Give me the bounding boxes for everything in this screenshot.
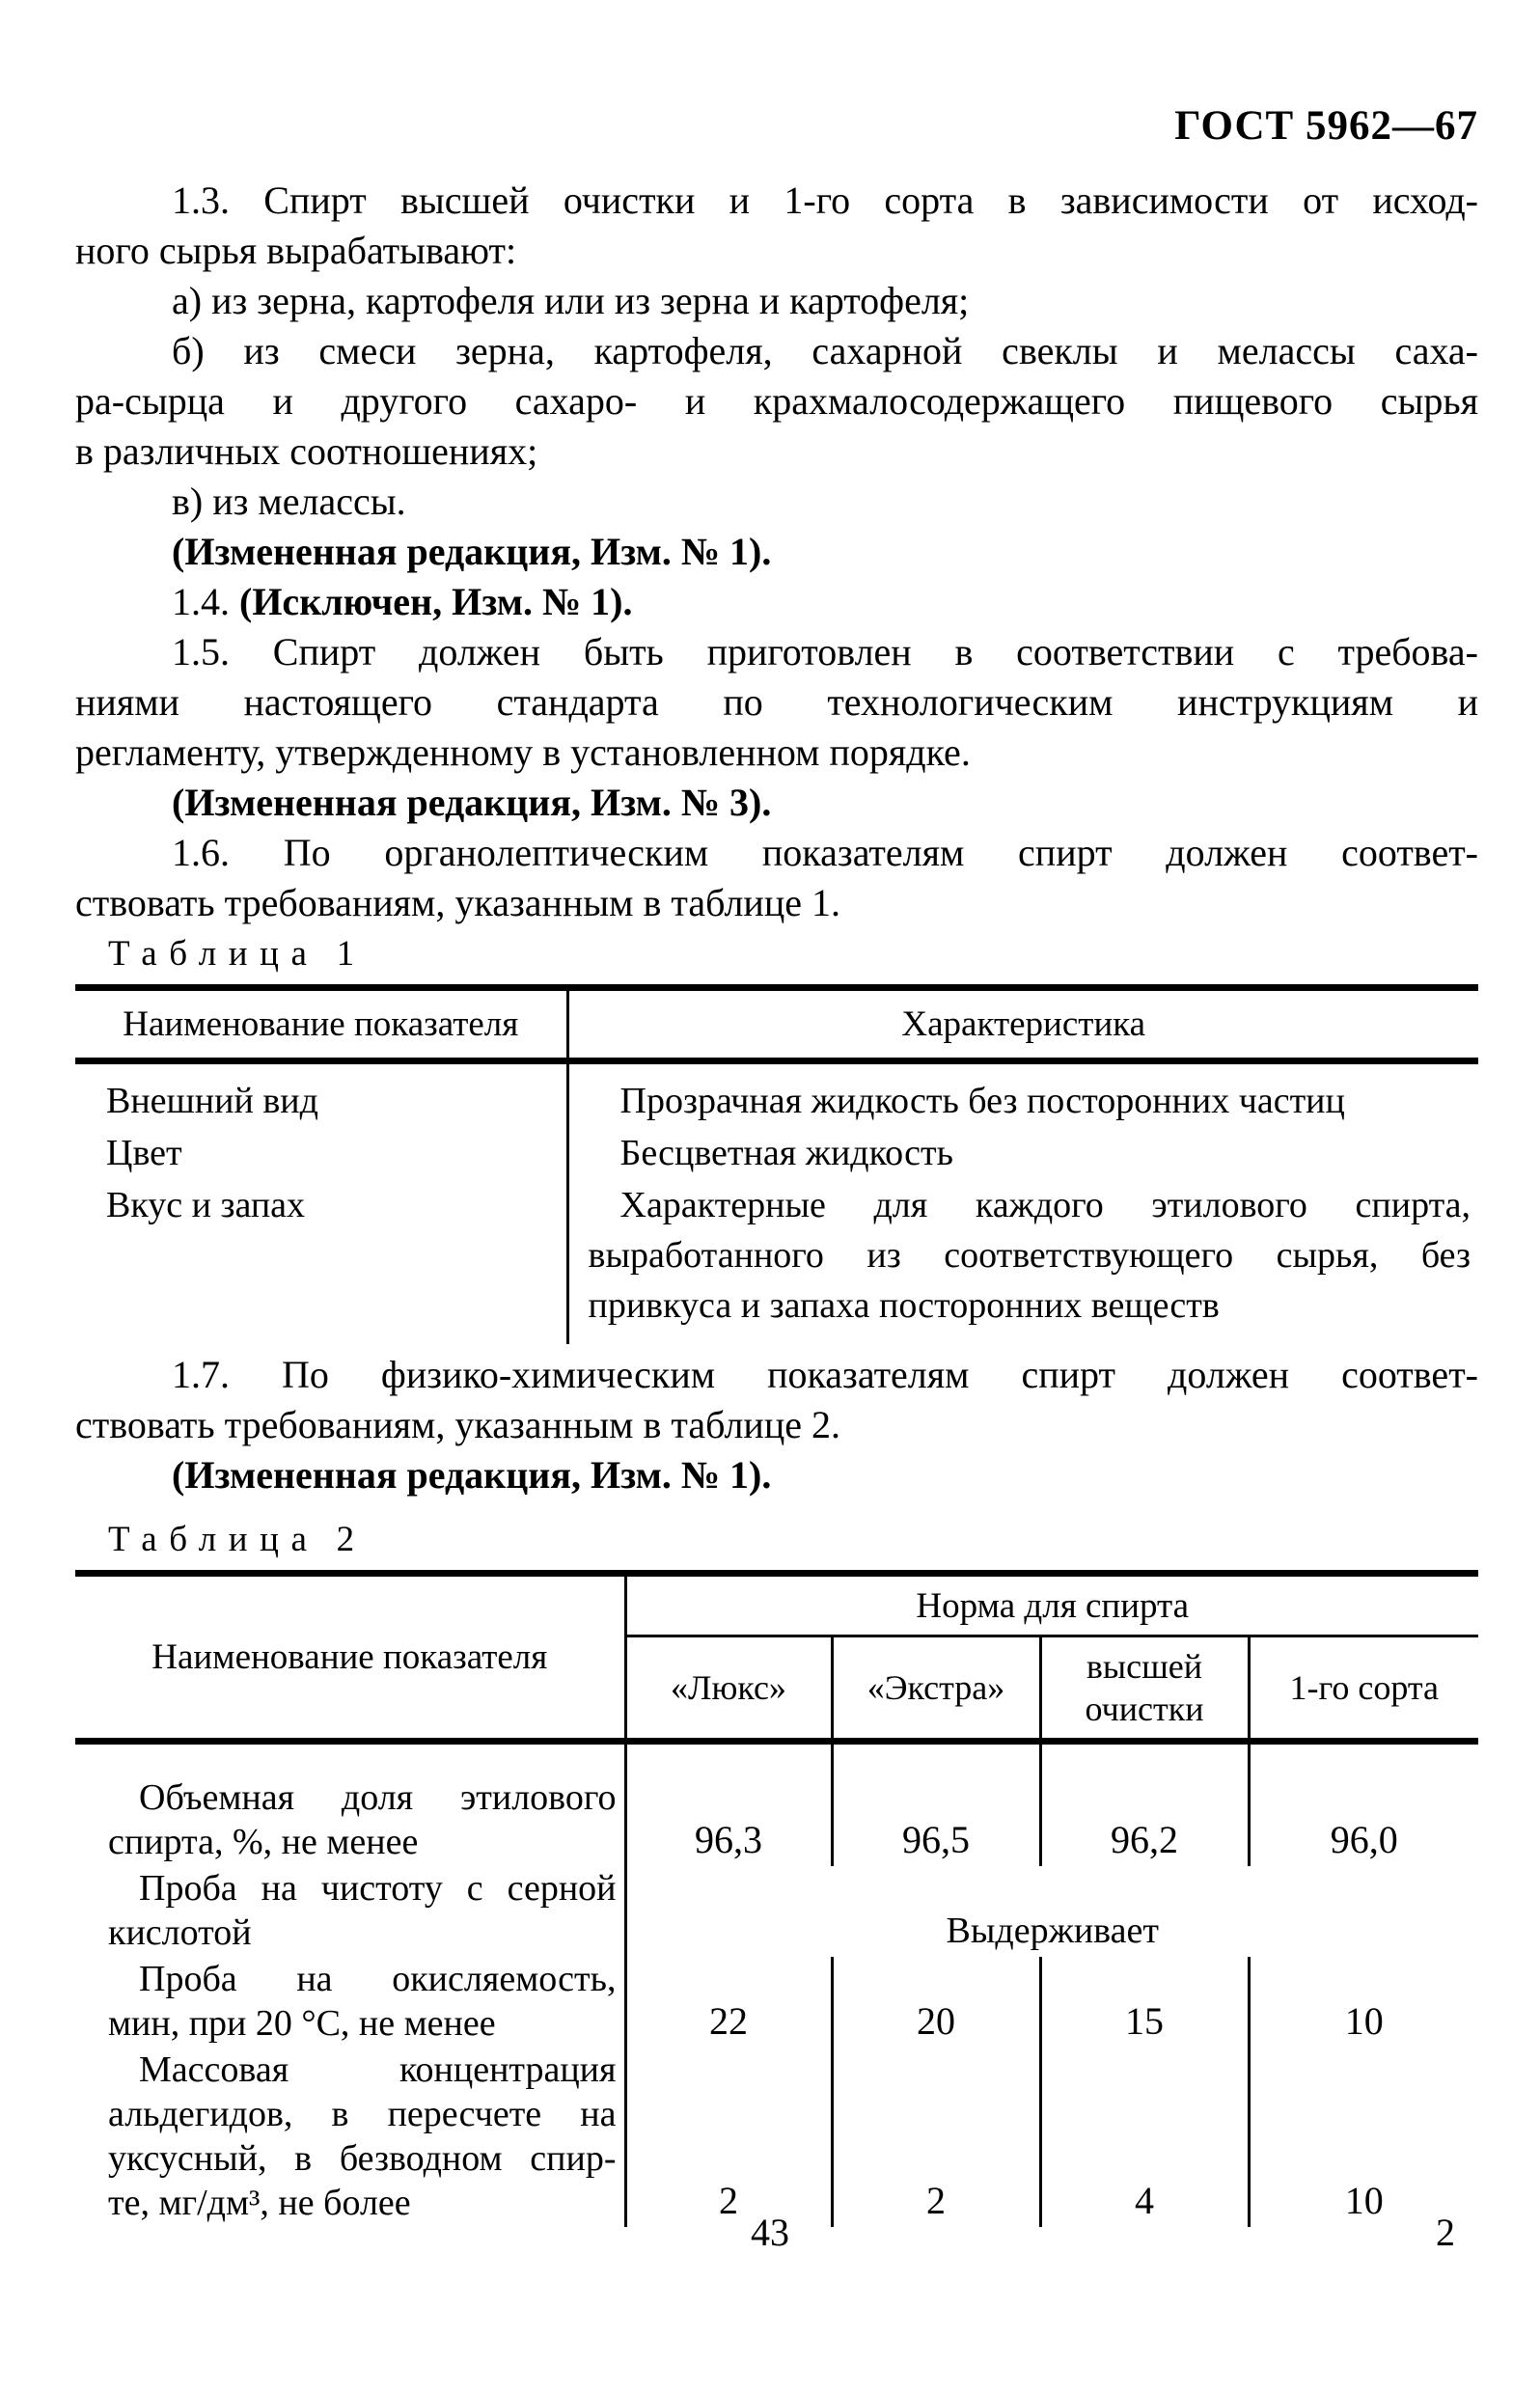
text: регламенту, утвержденному в установленном порядке. xyxy=(75,730,971,774)
table1-caption xyxy=(75,934,1478,975)
text-line xyxy=(106,1076,565,1126)
text-line: 1-го сорта xyxy=(1289,1668,1439,1707)
text-line xyxy=(75,1400,1478,1450)
paragraph xyxy=(75,1450,1478,1500)
text-line: очистки xyxy=(1085,1690,1204,1728)
text: 1.7. По физико-химическим показателям спирт должен соответ- xyxy=(172,1353,1478,1396)
paragraph xyxy=(75,326,1478,477)
text-line xyxy=(108,1911,617,1955)
text: Характерные для каждого этилового спирта, xyxy=(619,1185,1471,1225)
text-line xyxy=(75,627,1478,677)
text-line xyxy=(589,1180,1471,1230)
text: альдегидов, в пересчете на xyxy=(108,2094,617,2134)
indicator-name-cell xyxy=(75,1742,625,1867)
text: спирта, %, не менее xyxy=(108,1822,419,1862)
text-line xyxy=(108,1957,617,2001)
value-cell: 10 xyxy=(1249,2048,1478,2227)
grade-column-header xyxy=(1040,1636,1249,1742)
paragraph xyxy=(75,627,1478,778)
text: Проба на окисляемость, xyxy=(139,1959,617,1999)
indicator-name-cell xyxy=(75,1957,625,2048)
text-line: «Люкс» xyxy=(671,1668,786,1707)
text-line xyxy=(75,326,1478,376)
table1-header-name: Наименование показателя xyxy=(75,988,567,1061)
text: уксусный, в безводном спир- xyxy=(108,2138,617,2179)
sheet-number: 2 xyxy=(1436,2211,1455,2254)
text: те, мг/дм³, не более xyxy=(108,2183,411,2223)
text-line xyxy=(589,1280,1471,1331)
text: Бесцветная жидкость xyxy=(619,1133,953,1173)
text-line xyxy=(75,376,1478,426)
indicator-name-cell xyxy=(75,1061,567,1128)
text: ствовать требованиям, указанным в таблице 2. xyxy=(75,1403,840,1446)
table-2 xyxy=(75,1570,1478,2227)
text-line xyxy=(75,477,1478,527)
text: Объемная доля этилового xyxy=(139,1777,617,1818)
table-row xyxy=(75,1957,1478,2048)
grade-column-header xyxy=(1249,1636,1478,1742)
grade-column-header xyxy=(625,1636,832,1742)
text: а) из зерна, картофеля или из зерна и картофеля; xyxy=(172,279,970,322)
text-line xyxy=(108,2001,617,2046)
merged-value-cell: Выдерживает xyxy=(625,1866,1478,1957)
text-line xyxy=(75,1450,1478,1500)
grade-column-header xyxy=(832,1636,1040,1742)
text: Цвет xyxy=(106,1133,182,1173)
text-line xyxy=(589,1230,1471,1280)
table1-caption-word: Таблица xyxy=(108,934,319,974)
text: 1.6. По органолептическим показателям спирт должен соответ- xyxy=(172,831,1478,874)
paragraph xyxy=(75,828,1478,928)
table-row xyxy=(75,1866,1478,1957)
text: ра-сырца и другого сахаро- и крахмалосодержащего пищевого сырья xyxy=(75,379,1478,423)
paragraph xyxy=(75,1350,1478,1450)
text-line xyxy=(75,577,1478,627)
text-line xyxy=(75,878,1478,928)
paragraph xyxy=(75,778,1478,828)
text-line xyxy=(108,2092,617,2136)
text-line xyxy=(75,226,1478,276)
text-line xyxy=(589,1076,1471,1126)
text: в) из мелассы. xyxy=(172,480,406,523)
table2-caption-word: Таблица xyxy=(108,1520,319,1559)
table-row xyxy=(75,1742,1478,1867)
indicator-name-cell xyxy=(75,1866,625,1957)
characteristic-cell xyxy=(567,1179,1478,1344)
text: 1.5. Спирт должен быть приготовлен в соответствии с требова- xyxy=(172,630,1478,674)
indicator-name-cell xyxy=(75,1179,567,1344)
table-row xyxy=(75,1179,1478,1344)
value-cell: 2 xyxy=(625,2048,832,2227)
paragraph xyxy=(75,577,1478,627)
text: мин, при 20 °С, не менее xyxy=(108,2003,496,2044)
doc-code: ГОСТ 5962—67 xyxy=(1174,103,1478,149)
text: выработанного из соответствующего сырья, без xyxy=(588,1235,1471,1276)
text: ниями настоящего стандарта по технологическим инструкциям и xyxy=(75,680,1478,724)
value-cell: 22 xyxy=(625,1957,832,2048)
text-line xyxy=(75,426,1478,477)
text: Проба на чистоту с серной xyxy=(139,1868,617,1909)
text-line xyxy=(75,778,1478,828)
table-row xyxy=(75,1127,1478,1179)
text: 1.4. xyxy=(172,580,239,623)
text-line xyxy=(75,276,1478,326)
table2-header-row-1 xyxy=(75,1574,1478,1636)
value-cell: 10 xyxy=(1249,1957,1478,2048)
text: ствовать требованиям, указанным в таблице 1. xyxy=(75,881,840,924)
value-cell: 96,0 xyxy=(1249,1742,1478,1867)
value-cell: 2 xyxy=(832,2048,1040,2227)
text-line xyxy=(108,2048,617,2092)
text-line: высшей xyxy=(1086,1647,1203,1686)
value-cell: 20 xyxy=(832,1957,1040,2048)
paragraph xyxy=(75,527,1478,577)
text: Внешний вид xyxy=(106,1081,318,1121)
text-line xyxy=(75,828,1478,878)
body-text-block-1 xyxy=(75,176,1478,928)
value-cell: 15 xyxy=(1040,1957,1249,2048)
text-line xyxy=(108,1866,617,1911)
text: в различных соотношениях; xyxy=(75,429,538,473)
text-line xyxy=(75,728,1478,778)
text-line xyxy=(106,1180,565,1230)
text: кислотой xyxy=(108,1912,252,1953)
value-cell: 96,5 xyxy=(832,1742,1040,1867)
text-line xyxy=(75,176,1478,226)
bold-text: (Исключен, Изм. № 1). xyxy=(239,580,633,623)
table2-group-header: Норма для спирта xyxy=(625,1574,1478,1636)
indicator-name-cell xyxy=(75,1127,567,1179)
table-row xyxy=(75,2048,1478,2227)
text-line xyxy=(75,527,1478,577)
text: Прозрачная жидкость без посторонних частиц xyxy=(619,1081,1345,1121)
paragraph xyxy=(75,176,1478,276)
text: привкуса и запаха посторонних веществ xyxy=(588,1285,1220,1326)
bold-text: (Измененная редакция, Изм. № 3). xyxy=(172,781,772,824)
text: Вкус и запах xyxy=(106,1185,306,1225)
text: ного сырья вырабатывают: xyxy=(75,229,517,272)
page-number: 43 xyxy=(751,2211,789,2254)
text-line xyxy=(106,1128,565,1178)
bold-text: (Измененная редакция, Изм. № 1). xyxy=(172,1453,772,1497)
value-cell: 96,2 xyxy=(1040,1742,1249,1867)
text-line xyxy=(108,1775,617,1820)
paragraph xyxy=(75,477,1478,527)
table1-caption-number: 1 xyxy=(336,934,355,974)
bold-text: (Измененная редакция, Изм. № 1). xyxy=(172,530,772,573)
paragraph xyxy=(75,276,1478,326)
text: б) из смеси зерна, картофеля, сахарной свеклы и мелассы саха- xyxy=(172,329,1478,372)
text-line xyxy=(108,2136,617,2181)
table2-corner-header: Наименование показателя xyxy=(75,1574,625,1742)
table1-header-row xyxy=(75,988,1478,1061)
text-line xyxy=(108,1820,617,1864)
table-1 xyxy=(75,984,1478,1344)
table1-header-characteristic: Характеристика xyxy=(567,988,1478,1061)
characteristic-cell xyxy=(567,1061,1478,1128)
characteristic-cell xyxy=(567,1127,1478,1179)
page-content xyxy=(75,176,1478,2227)
text-line: «Экстра» xyxy=(866,1668,1005,1707)
text-line xyxy=(589,1128,1471,1178)
indicator-name-cell xyxy=(75,2048,625,2227)
value-cell: 4 xyxy=(1040,2048,1249,2227)
table2-caption-number: 2 xyxy=(336,1520,355,1559)
value-cell: 96,3 xyxy=(625,1742,832,1867)
text-line xyxy=(75,1350,1478,1400)
text: 1.3. Спирт высшей очистки и 1-го сорта в зависимости от исход- xyxy=(172,179,1478,222)
body-text-block-2 xyxy=(75,1350,1478,1500)
text-line xyxy=(75,677,1478,728)
text: Массовая концентрация xyxy=(139,2049,617,2090)
table-row xyxy=(75,1061,1478,1128)
table2-caption xyxy=(75,1520,1478,1560)
